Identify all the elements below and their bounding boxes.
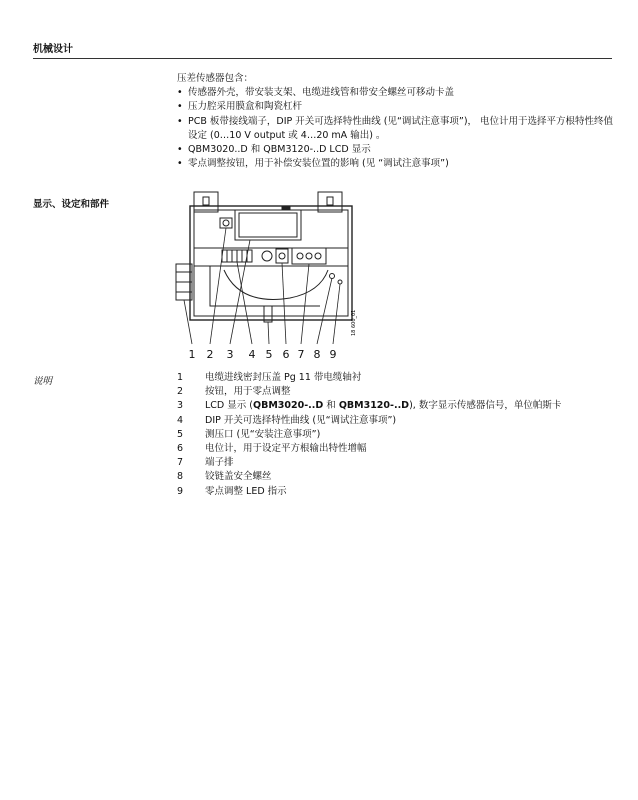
- intro-bullet: • 压力腔采用膜盒和陶瓷杠杆: [177, 100, 617, 114]
- intro-bullet: • QBM3020..D 和 QBM3120-..D LCD 显示: [177, 143, 617, 157]
- legend-number: 3: [177, 400, 184, 412]
- legend-number: 1: [177, 372, 184, 383]
- intro-bullet-list: [177, 86, 617, 171]
- legend-number: 7: [177, 457, 184, 469]
- legend-text: 按钮，用于零点调整: [205, 386, 291, 398]
- legend-item: [177, 385, 561, 399]
- legend-item: [177, 428, 561, 442]
- legend-text: 电缆进线密封压盖 Pg 11 带电缆轴衬: [205, 372, 362, 383]
- callout-label: 5: [265, 348, 273, 361]
- legend-text: DIP 开关可选择特性曲线 (见“调试注意事项”): [205, 414, 397, 426]
- bracket-right: [318, 192, 342, 212]
- sensor-diagram: [170, 186, 370, 370]
- legend-number: 8: [177, 471, 184, 483]
- legend-text: 电位计，用于设定平方根输出特性增幅: [205, 443, 367, 455]
- legend-item: [177, 456, 561, 470]
- sensor-housing: [190, 206, 352, 320]
- page-section-title: 机械设计: [33, 44, 73, 55]
- bracket-left: [194, 192, 218, 212]
- legend-text: 铰链盖安全螺丝: [205, 471, 272, 483]
- pressure-port: [262, 251, 272, 261]
- legend-number: 4: [177, 414, 184, 426]
- callout-label: 9: [329, 348, 337, 361]
- intro-bullet: • PCB 板带接线端子，DIP 开关可选择特性曲线 (见“调试注意事项”)， 电位计用于选择平方根特性终值设定 (0…10 V output 或 4…20 mA 输出) 。: [177, 115, 617, 143]
- sensor-drawing: [170, 186, 370, 366]
- callout-label: 1: [188, 348, 196, 361]
- potentiometer: [276, 249, 288, 263]
- figure-code: 18 600_01: [351, 309, 357, 336]
- intro-block: [177, 72, 617, 171]
- legend-text: LCD 显示 (QBM3020-..D 和 QBM3120-..D), 数字显示传感器信号，单位帕斯卡: [205, 400, 562, 412]
- legend-text: 测压口 (见“安装注意事项”): [205, 428, 321, 440]
- legend-number: 2: [177, 386, 184, 398]
- zero-led: [338, 280, 342, 284]
- callout-label: 4: [248, 348, 256, 361]
- legend-item: [177, 371, 561, 385]
- hinge-screw: [330, 274, 335, 279]
- legend-label: 说明: [33, 376, 53, 387]
- callout-label: 2: [206, 348, 214, 361]
- callout-label: 7: [297, 348, 305, 361]
- legend-list: [177, 371, 561, 499]
- legend-text: 端子排: [205, 457, 234, 469]
- header-divider: [33, 58, 612, 59]
- callout-label: 3: [226, 348, 234, 361]
- legend-item: [177, 414, 561, 428]
- display-settings-label: 显示、设定和部件: [33, 199, 110, 210]
- legend-number: 5: [177, 428, 184, 440]
- callout-label: 8: [313, 348, 321, 361]
- legend-number: 9: [177, 485, 184, 497]
- legend-item: [177, 442, 561, 456]
- lcd-display: [235, 210, 301, 240]
- legend-item: [177, 485, 561, 499]
- legend-text: 零点调整 LED 指示: [205, 485, 287, 497]
- legend-number: 6: [177, 443, 184, 455]
- intro-bullet: • 传感器外壳，带安装支架、电缆进线管和带安全螺丝可移动卡盖: [177, 86, 617, 100]
- intro-bullet: • 零点调整按钮，用于补偿安装位置的影响 (见 “调试注意事项”): [177, 157, 617, 171]
- legend-item: [177, 470, 561, 484]
- legend-item: [177, 399, 561, 413]
- intro-heading: 压差传感器包含：: [177, 73, 254, 84]
- callout-label: 6: [282, 348, 290, 361]
